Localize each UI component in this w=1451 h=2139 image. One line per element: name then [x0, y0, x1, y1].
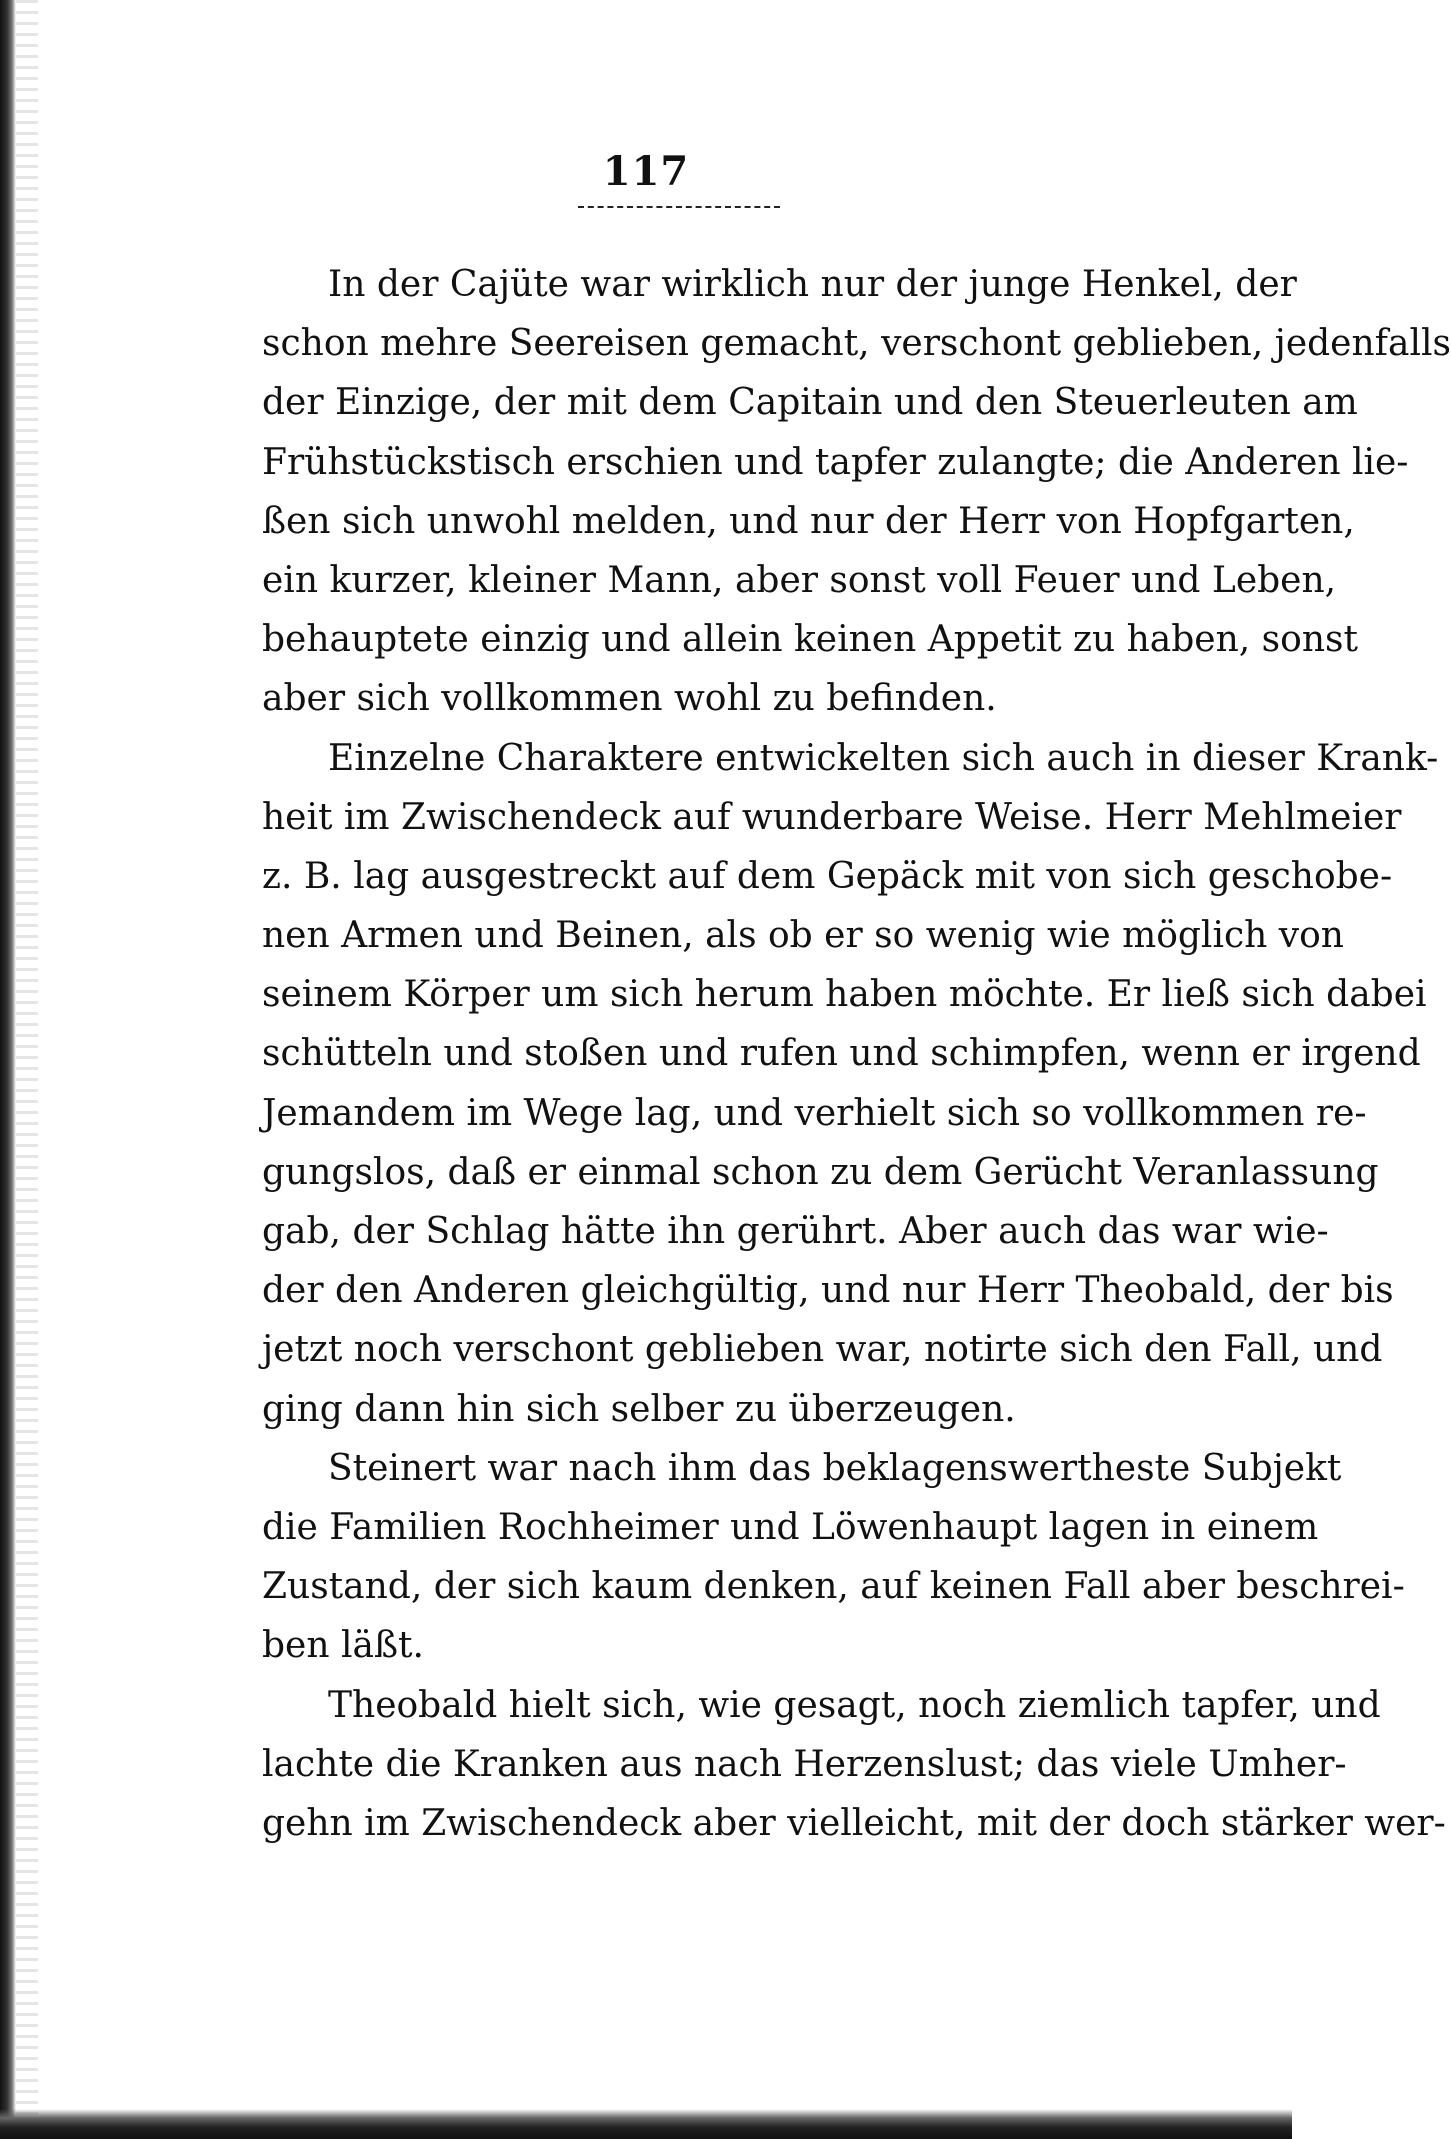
text-line: ßen sich unwohl melden, und nur der Herr von Hopfgarten,	[262, 500, 1355, 542]
text-line: schon mehre Seereisen gemacht, verschont geblieben, jedenfalls	[262, 323, 1451, 365]
text-line: schütteln und stoßen und rufen und schimpfen, wenn er irgend	[262, 1033, 1421, 1075]
text-line: Jemandem im Wege lag, und verhielt sich so vollkommen re-	[262, 1092, 1367, 1134]
text-line: seinem Körper um sich herum haben möchte. Er ließ sich dabei	[262, 974, 1427, 1016]
text-line: Zustand, der sich kaum denken, auf keinen Fall aber beschrei-	[262, 1566, 1405, 1608]
text-line: gungslos, daß er einmal schon zu dem Gerücht Veranlassung	[262, 1151, 1379, 1193]
text-line: z. B. lag ausgestreckt auf dem Gepäck mit von sich geschobe-	[262, 855, 1393, 897]
text-line: jetzt noch verschont geblieben war, notirte sich den Fall, und	[262, 1329, 1383, 1371]
page-edge-left-shadow	[16, 0, 38, 2139]
text-line: ein kurzer, kleiner Mann, aber sonst voll Feuer und Leben,	[262, 559, 1337, 601]
text-line: ben läßt.	[262, 1625, 424, 1667]
header-rule	[578, 206, 780, 208]
text-line: die Familien Rochheimer und Löwenhaupt lagen in einem	[262, 1506, 1319, 1548]
page-edge-left	[0, 0, 16, 2139]
text-line: Einzelne Charaktere entwickelten sich auch in dieser Krank-	[328, 737, 1439, 779]
text-line: gab, der Schlag hätte ihn gerührt. Aber auch das war wie-	[262, 1211, 1329, 1252]
body-text	[262, 255, 1451, 1853]
text-line: Theobald hielt sich, wie gesagt, noch ziemlich tapfer, und	[328, 1684, 1381, 1726]
text-line: der Einzige, der mit dem Capitain und den Steuerleuten am	[262, 382, 1358, 424]
text-line: nen Armen und Beinen, als ob er so wenig wie möglich von	[262, 915, 1344, 957]
text-line: gehn im Zwischendeck aber vielleicht, mit der doch stärker wer-	[262, 1802, 1446, 1844]
text-line: Frühstückstisch erschien und tapfer zulangte; die Anderen lie-	[262, 441, 1409, 483]
page-edge-bottom	[0, 2109, 1292, 2139]
text-line: der den Anderen gleichgültig, und nur Herr Theobald, der bis	[262, 1270, 1394, 1312]
text-line: Steinert war nach ihm das beklagenswertheste Subjekt	[328, 1447, 1342, 1489]
text-line: lachte die Kranken aus nach Herzenslust; das viele Umher-	[262, 1743, 1347, 1785]
text-line: heit im Zwischendeck auf wunderbare Weise. Herr Mehlmeier	[262, 796, 1402, 838]
text-line: aber sich vollkommen wohl zu befinden.	[262, 678, 997, 720]
text-line: ging dann hin sich selber zu überzeugen.	[262, 1388, 1016, 1430]
text-line: In der Cajüte war wirklich nur der junge Henkel, der	[328, 264, 1297, 305]
text-line: behauptete einzig und allein keinen Appetit zu haben, sonst	[262, 619, 1358, 661]
page-number: 117	[602, 148, 690, 195]
